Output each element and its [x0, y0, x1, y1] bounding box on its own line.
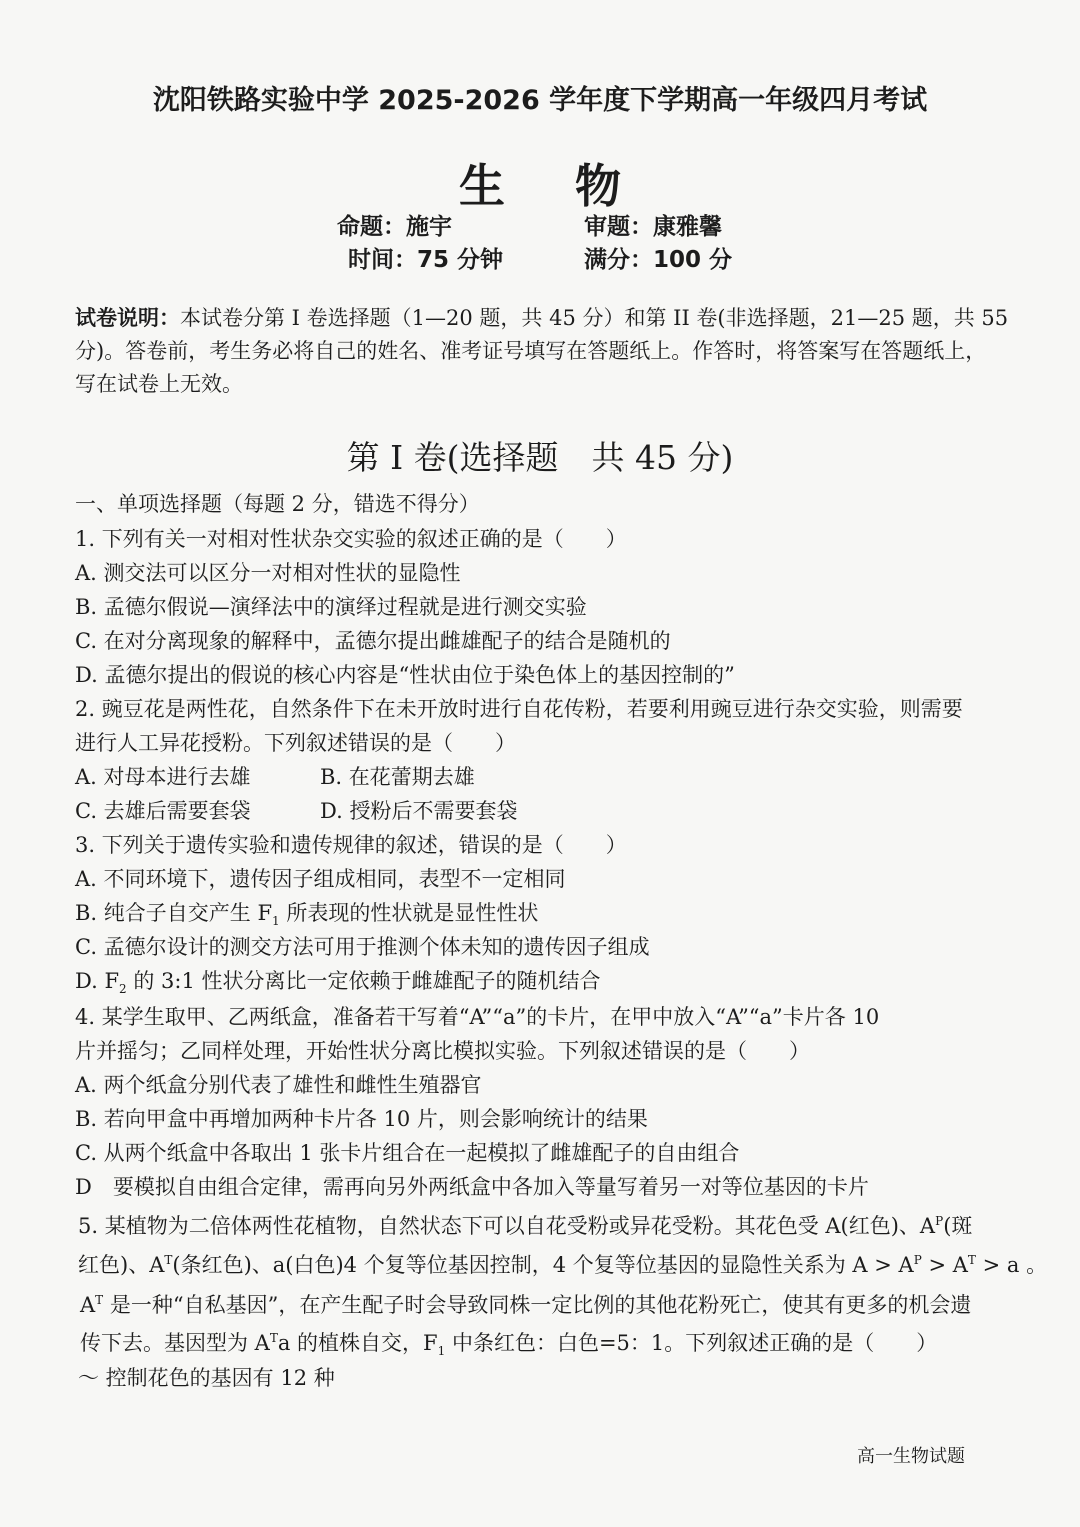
- q4-stem-line-1: 4. 某学生取甲、乙两纸盒，准备若干写着“A”“a”的卡片，在甲中放入“A”“a”卡片各 10: [75, 1005, 880, 1029]
- q4-option-c: C. 从两个纸盒中各取出 1 张卡片组合在一起模拟了雌雄配子的自由组合: [75, 1141, 740, 1165]
- reviewer-credit: 审题：康雅馨: [584, 214, 722, 240]
- q2-option-a: A. 对母本进行去雄: [75, 765, 251, 789]
- q4-option-a: A. 两个纸盒分别代表了雄性和雌性生殖器官: [75, 1073, 482, 1097]
- exam-time: 时间：75 分钟: [348, 247, 504, 273]
- instructions-line-3: 写在试卷上无效。: [75, 372, 243, 396]
- q4-option-b: B. 若向甲盒中再增加两种卡片各 10 片，则会影响统计的结果: [75, 1107, 648, 1131]
- q2-stem-line-2: 进行人工异花授粉。下列叙述错误的是（ ）: [75, 731, 516, 755]
- q1-option-c: C. 在对分离现象的解释中，孟德尔提出雌雄配子的结合是随机的: [75, 629, 671, 653]
- q3-option-d: D. $F_2$ 的 3:1 性状分离比一定依赖于雌雄配子的随机结合: [75, 969, 601, 997]
- part-heading: 一、单项选择题（每题 2 分，错选不得分）: [75, 492, 480, 516]
- q1-stem: 1. 下列有关一对相对性状杂交实验的叙述正确的是（ ）: [75, 527, 627, 551]
- instructions-label: 试卷说明：: [75, 306, 180, 330]
- q3-stem: 3. 下列关于遗传实验和遗传规律的叙述，错误的是（ ）: [75, 833, 627, 857]
- q1-option-b: B. 孟德尔假说—演绎法中的演绎过程就是进行测交实验: [75, 595, 587, 619]
- q4-option-d: D 要模拟自由组合定律，需再向另外两纸盒中各加入等量写着另一对等位基因的卡片: [75, 1175, 869, 1199]
- q3-option-c: C. 孟德尔设计的测交方法可用于推测个体未知的遗传因子组成: [75, 935, 650, 959]
- q5-option-a: ～ 控制花色的基因有 12 种: [78, 1366, 335, 1390]
- q2-stem-line-1: 2. 豌豆花是两性花，自然条件下在未开放时进行自花传粉，若要利用豌豆进行杂交实验，则需要: [75, 697, 963, 721]
- q5-stem-line-1: 5. 某植物为二倍体两性花植物，自然状态下可以自花受粉或异花受粉。其花色受 A(红色)、$A^P$(斑: [78, 1214, 973, 1238]
- subject-title: 生物: [459, 159, 691, 213]
- q1-option-d: D. 孟德尔提出的假说的核心内容是“性状由位于染色体上的基因控制的”: [75, 663, 735, 687]
- q2-option-d: D. 授粉后不需要套袋: [320, 799, 518, 823]
- author-credit: 命题：施宇: [337, 214, 452, 240]
- instructions-line-1: 试卷说明：本试卷分第 I 卷选择题（1—20 题，共 45 分）和第 II 卷(非选择题，21—25 题，共 55: [75, 306, 1009, 330]
- q2-option-b: B. 在花蕾期去雄: [320, 765, 475, 789]
- section-title: 第 I 卷(选择题 共 45 分): [346, 438, 734, 477]
- q5-stem-line-4: 传下去。基因型为 $A^Ta$ 的植株自交，$F_1$ 中条红色：白色=5：1。下列叙述正确的是（ ）: [80, 1331, 938, 1359]
- q5-stem-line-2: 红色)、$A^T$(条红色)、a(白色)4 个复等位基因控制，4 个复等位基因的显隐性关系为 $A > A^P > A^T > a$ 。: [78, 1253, 1048, 1277]
- q4-stem-line-2: 片并摇匀；乙同样处理，开始性状分离比模拟实验。下列叙述错误的是（ ）: [75, 1039, 810, 1063]
- q2-option-c: C. 去雄后需要套袋: [75, 799, 251, 823]
- exam-title: 沈阳铁路实验中学 2025-2026 学年度下学期高一年级四月考试: [152, 85, 928, 116]
- q3-option-a: A. 不同环境下，遗传因子组成相同，表型不一定相同: [75, 867, 566, 891]
- footer-label: 高一生物试题: [857, 1446, 965, 1467]
- q1-option-a: A. 测交法可以区分一对相对性状的显隐性: [75, 561, 461, 585]
- q3-option-b: B. 纯合子自交产生 $F_1$ 所表现的性状就是显性性状: [75, 901, 539, 929]
- full-score: 满分：100 分: [584, 247, 733, 273]
- q5-stem-line-3: $A^T$ 是一种“自私基因”，在产生配子时会导致同株一定比例的其他花粉死亡，使其有更多的机会遗: [80, 1293, 972, 1317]
- instructions-line-2: 分)。答卷前，考生务必将自己的姓名、准考证号填写在答题纸上。作答时，将答案写在答题纸上，: [75, 339, 987, 363]
